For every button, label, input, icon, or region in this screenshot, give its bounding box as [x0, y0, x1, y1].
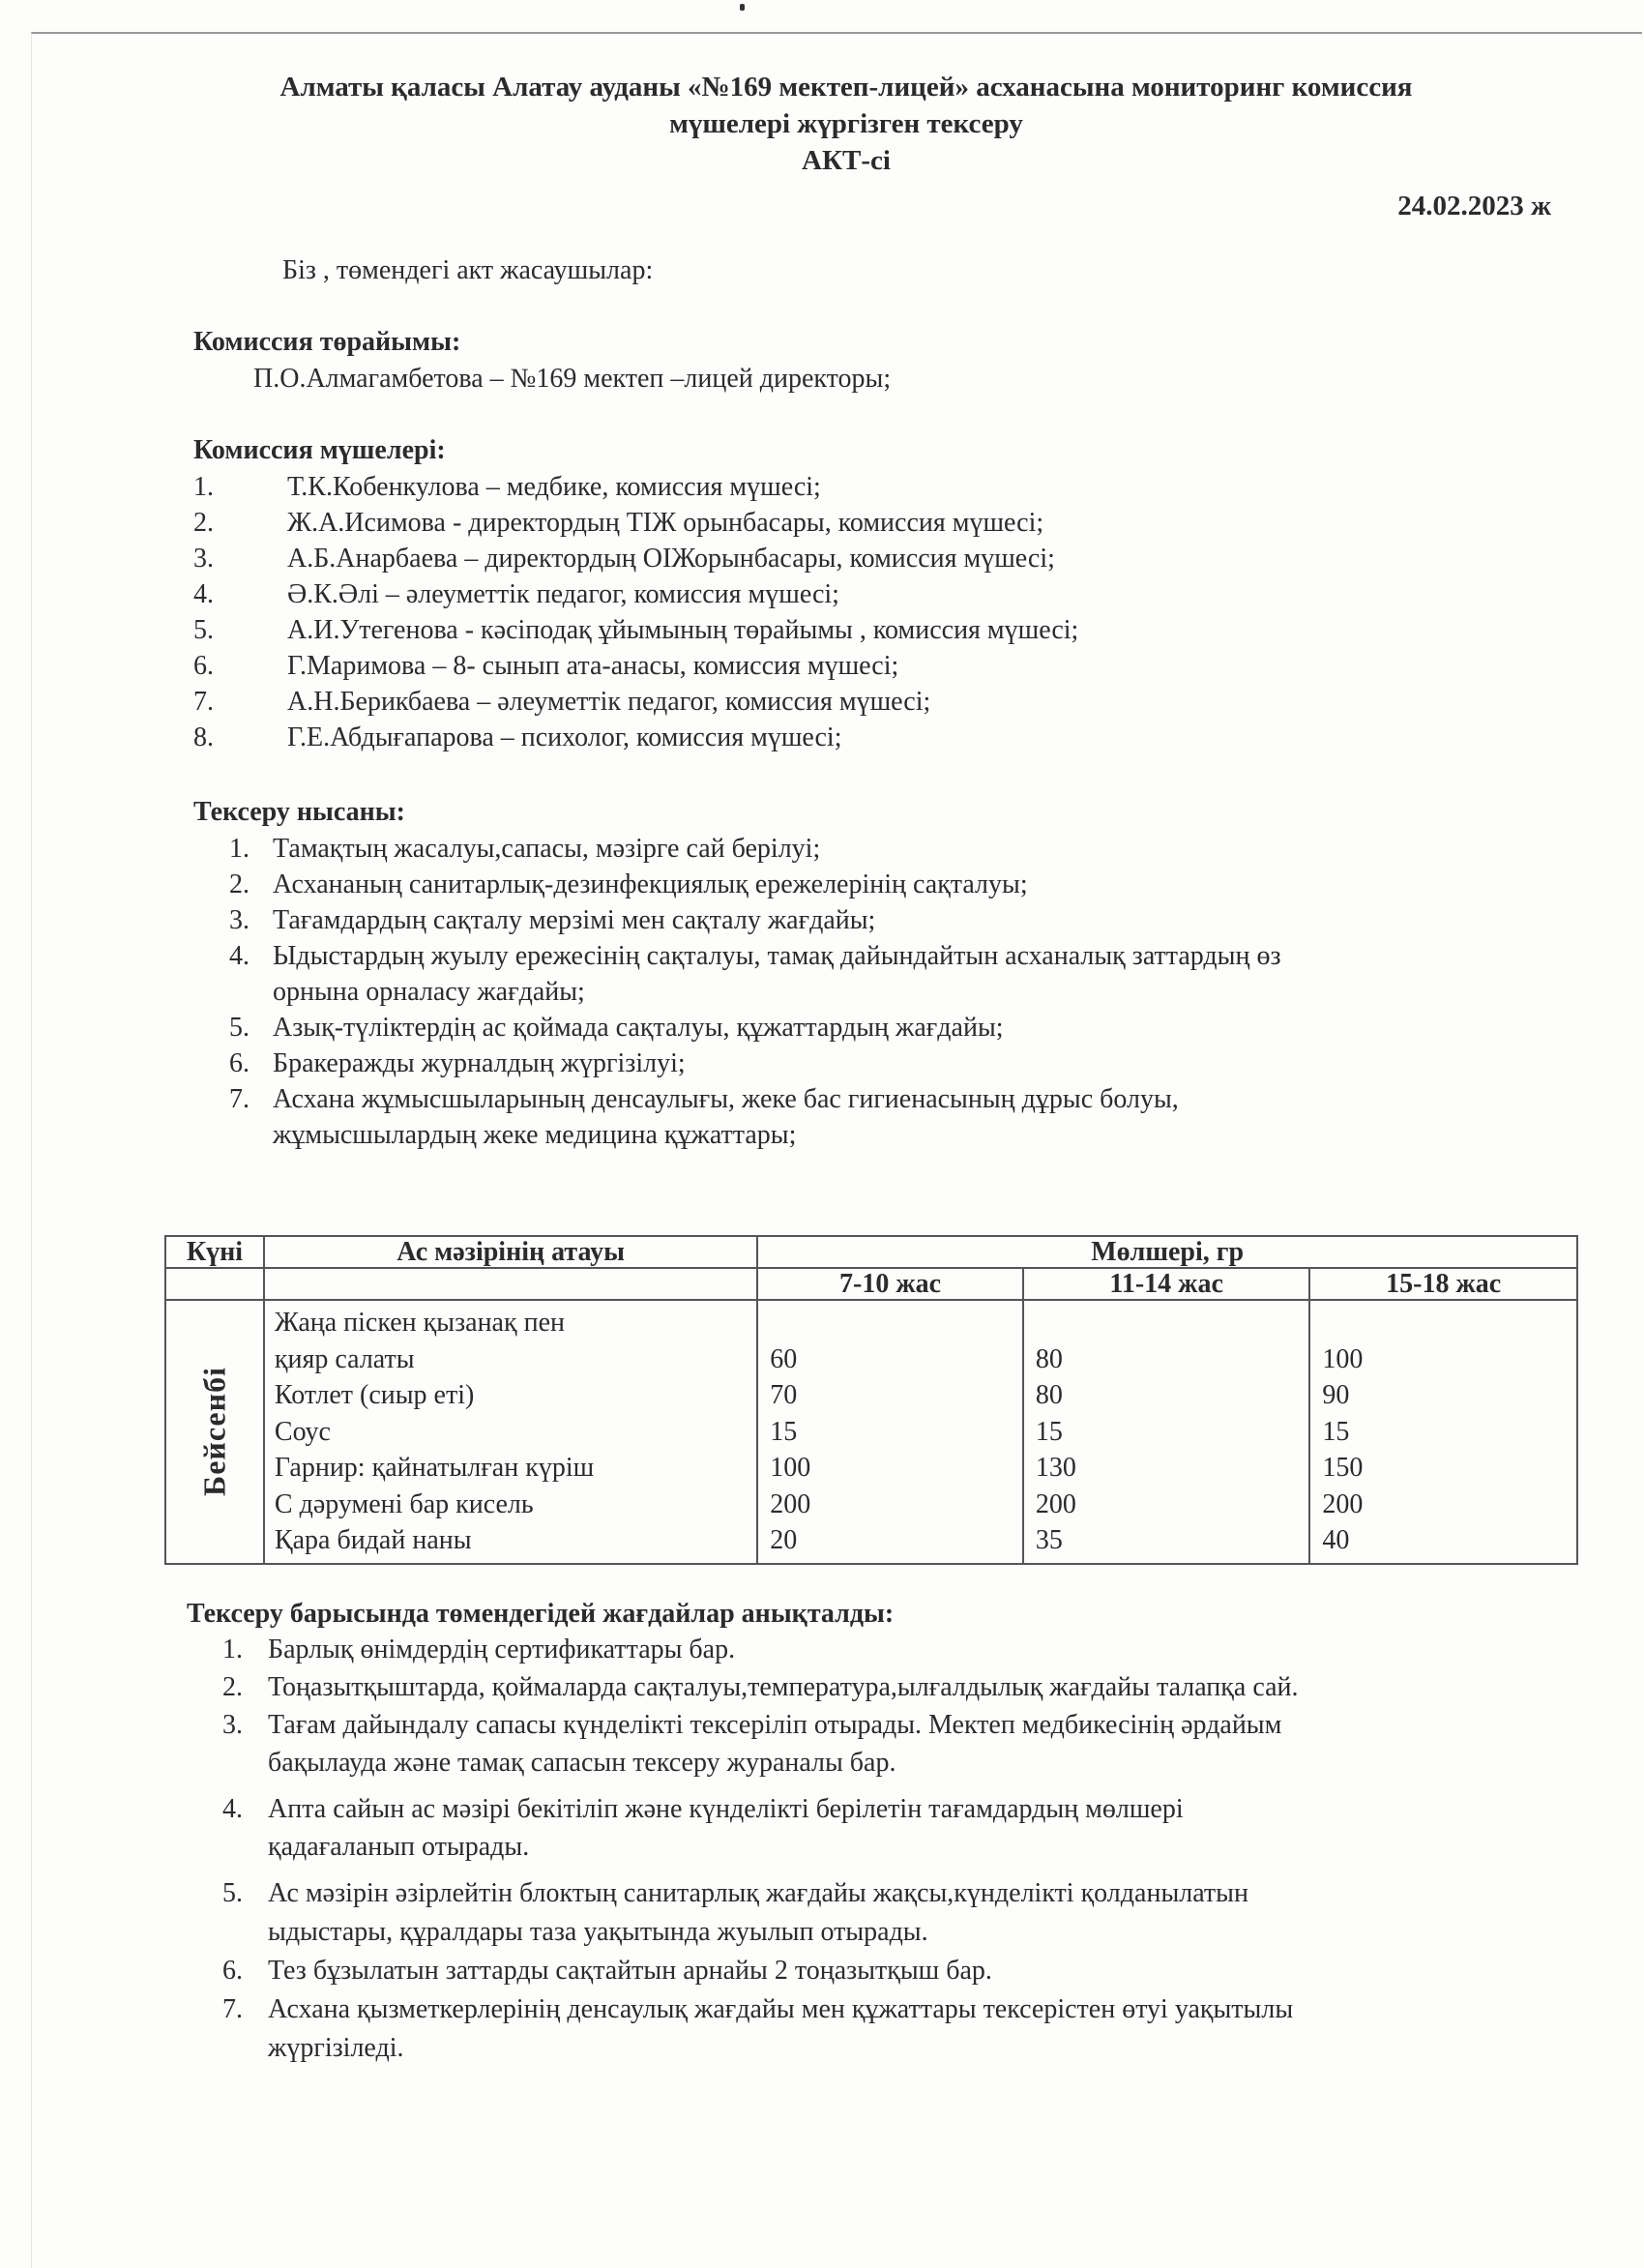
finding-number: 7.	[222, 1994, 243, 2024]
inspection-item-continuation: жұмысшылардың жеке медицина құжаттары;	[273, 1120, 797, 1150]
amount-value: 80	[1035, 1343, 1063, 1374]
amount-value: 200	[770, 1488, 811, 1519]
inspection-item: Ыдыстардың жуылу ережесінің сақталуы, тамақ дайындайтын асханалық заттардың өз	[273, 941, 1281, 971]
finding-number: 2.	[222, 1672, 243, 1702]
member-item: А.И.Утегенова - кәсіподақ ұйымының төрайымы , комиссия мүшесі;	[287, 615, 1079, 645]
member-item: Г.Маримова – 8- сынып ата-анасы, комиссия мүшесі;	[287, 651, 899, 681]
inspection-number: 2.	[229, 869, 250, 899]
inspection-number: 6.	[229, 1048, 250, 1078]
member-item: Ж.А.Исимова - директордың ТІЖ орынбасары, комиссия мүшесі;	[287, 508, 1044, 538]
header-amount: Мөлшері, гр	[757, 1236, 1577, 1268]
finding-item: Асхана қызметкерлерінің денсаулық жағдайы мен құжаттары тексерістен өтуі уақытылы	[268, 1994, 1294, 2024]
member-number: 3.	[193, 544, 214, 574]
member-item: Ә.К.Әлі – әлеуметтік педагог, комиссия мүшесі;	[287, 579, 839, 609]
inspection-number: 7.	[229, 1084, 250, 1114]
member-number: 5.	[193, 615, 214, 645]
document-title-line-2: мүшелері жүргізген тексеру	[669, 108, 1023, 139]
finding-number: 5.	[222, 1878, 243, 1908]
document-title-line-1: Алматы қаласы Алатау ауданы «№169 мектеп-лицей» асханасына мониторинг комиссия	[279, 72, 1413, 103]
finding-item-continuation: жүргізіледі.	[268, 2033, 404, 2063]
amounts-11-14-cell	[1023, 1300, 1310, 1564]
subheader-empty	[264, 1268, 757, 1300]
scan-artifact-mark	[740, 4, 745, 11]
finding-item: Ас мәзірін әзірлейтін блоктың санитарлық жағдайы жақсы,күнделікті қолданылатын	[268, 1878, 1248, 1908]
dish-name-line: Жаңа піскен қызанақ пен	[274, 1308, 565, 1338]
dish-name-line: Қара бидай наны	[274, 1525, 472, 1555]
amount-value: 100	[1322, 1343, 1364, 1374]
menu-table	[164, 1235, 1578, 1565]
amount-value: 80	[1035, 1380, 1063, 1410]
amount-value: 200	[1035, 1488, 1076, 1519]
finding-item: Тез бұзылатын заттарды сақтайтын арнайы 2 тоңазытқыш бар.	[268, 1956, 992, 1986]
amount-value: 70	[770, 1380, 798, 1410]
amount-value: 90	[1322, 1380, 1350, 1410]
amount-value: 15	[1035, 1416, 1063, 1447]
dish-name-line: С дәрумені бар кисель	[274, 1488, 534, 1519]
inspection-item: Тағамдардың сақталу мерзімі мен сақталу жағдайы;	[273, 905, 876, 935]
amount-value: 20	[770, 1525, 798, 1555]
member-item: А.Н.Берикбаева – әлеуметтік педагог, комиссия мүшесі;	[287, 687, 931, 717]
finding-item: Барлық өнімдердің сертификаттары бар.	[268, 1635, 736, 1664]
inspection-item-continuation: орнына орналасу жағдайы;	[273, 977, 585, 1007]
inspection-number: 5.	[229, 1013, 250, 1043]
inspection-number: 4.	[229, 941, 250, 971]
table-body-row	[165, 1300, 1577, 1564]
dish-name-line: Соус	[274, 1416, 331, 1447]
amount-value: 15	[1322, 1416, 1350, 1447]
table-header-row	[165, 1236, 1577, 1268]
amount-value: 130	[1035, 1453, 1076, 1483]
member-item: Г.Е.Абдығапарова – психолог, комиссия мүшесі;	[287, 722, 842, 752]
finding-item-continuation: ыдыстары, құралдары таза уақытында жуылып отырады.	[268, 1917, 928, 1947]
day-cell	[165, 1300, 264, 1564]
amount-value: 40	[1322, 1525, 1350, 1555]
finding-item: Тағам дайындалу сапасы күнделікті тексеріліп отырады. Мектеп медбикесінің әрдайым	[268, 1710, 1282, 1740]
inspection-item: Бракеражды журналдың жүргізілуі;	[273, 1048, 686, 1078]
header-age-11-14: 11-14 жас	[1023, 1268, 1310, 1300]
finding-item-continuation: бақылауда және тамақ сапасын тексеру жураналы бар.	[268, 1748, 896, 1778]
inspection-item: Азық-түліктердің ас қоймада сақталуы, құжаттардың жағдайы;	[273, 1013, 1004, 1043]
amounts-15-18-cell	[1309, 1300, 1577, 1564]
document-title-line-3: АКТ-сі	[802, 145, 891, 176]
finding-number: 4.	[222, 1794, 243, 1824]
members-heading: Комиссия мүшелері:	[193, 435, 446, 465]
member-number: 6.	[193, 651, 214, 681]
member-number: 2.	[193, 508, 214, 538]
finding-number: 3.	[222, 1710, 243, 1740]
day-label: Бейсенбі	[196, 1367, 232, 1497]
member-number: 7.	[193, 687, 214, 717]
subheader-empty	[165, 1268, 264, 1300]
amount-value: 100	[770, 1453, 811, 1483]
finding-number: 1.	[222, 1635, 243, 1664]
amount-value: 15	[770, 1416, 798, 1447]
document-date: 24.02.2023 ж	[1397, 191, 1551, 221]
header-age-7-10: 7-10 жас	[757, 1268, 1023, 1300]
amount-value: 35	[1035, 1525, 1063, 1555]
finding-item-continuation: қадағаланып отырады.	[268, 1832, 530, 1862]
dish-name-line: Котлет (сиыр еті)	[274, 1380, 475, 1410]
dish-name-line: қияр салаты	[274, 1343, 415, 1374]
inspection-number: 3.	[229, 905, 250, 935]
amount-value: 60	[770, 1343, 798, 1374]
member-number: 4.	[193, 579, 214, 609]
finding-number: 6.	[222, 1956, 243, 1986]
amounts-7-10-cell	[757, 1300, 1023, 1564]
header-dish-name: Ас мәзірінің атауы	[264, 1236, 757, 1268]
dish-names-cell	[264, 1300, 757, 1564]
dish-name-line: Гарнир: қайнатылған күріш	[274, 1453, 595, 1483]
finding-item: Тоңазытқыштарда, қоймаларда сақталуы,температура,ылғалдылық жағдайы талапқа сай.	[268, 1672, 1299, 1702]
findings-heading: Тексеру барысында төмендегідей жағдайлар анықталды:	[187, 1599, 895, 1629]
amount-value: 150	[1322, 1453, 1364, 1483]
inspection-number: 1.	[229, 834, 250, 864]
table-subheader-row	[165, 1268, 1577, 1300]
member-item: Т.К.Кобенкулова – медбике, комиссия мүшесі;	[287, 472, 821, 502]
amount-value: 200	[1322, 1488, 1364, 1519]
finding-item: Апта сайын ас мәзірі бекітіліп және күнделікті берілетін тағамдардың мөлшері	[268, 1794, 1184, 1824]
member-item: А.Б.Анарбаева – директордың ОІЖорынбасары, комиссия мүшесі;	[287, 544, 1055, 574]
intro-text: Біз , төмендегі акт жасаушылар:	[282, 255, 654, 285]
header-age-15-18: 15-18 жас	[1309, 1268, 1577, 1300]
inspection-item: Тамақтың жасалуы,сапасы, мәзірге сай берілуі;	[273, 834, 821, 864]
inspection-item: Асхана жұмысшыларының денсаулығы, жеке бас гигиенасының дұрыс болуы,	[273, 1084, 1179, 1114]
member-number: 8.	[193, 722, 214, 752]
member-number: 1.	[193, 472, 214, 502]
inspection-object-heading: Тексеру нысаны:	[193, 797, 405, 827]
chair-text: П.О.Алмагамбетова – №169 мектеп –лицей директоры;	[253, 364, 892, 394]
header-day: Күні	[165, 1236, 264, 1268]
inspection-item: Асхананың санитарлық-дезинфекциялық ережелерінің сақталуы;	[273, 869, 1028, 899]
chair-heading: Комиссия төрайымы:	[193, 327, 461, 357]
